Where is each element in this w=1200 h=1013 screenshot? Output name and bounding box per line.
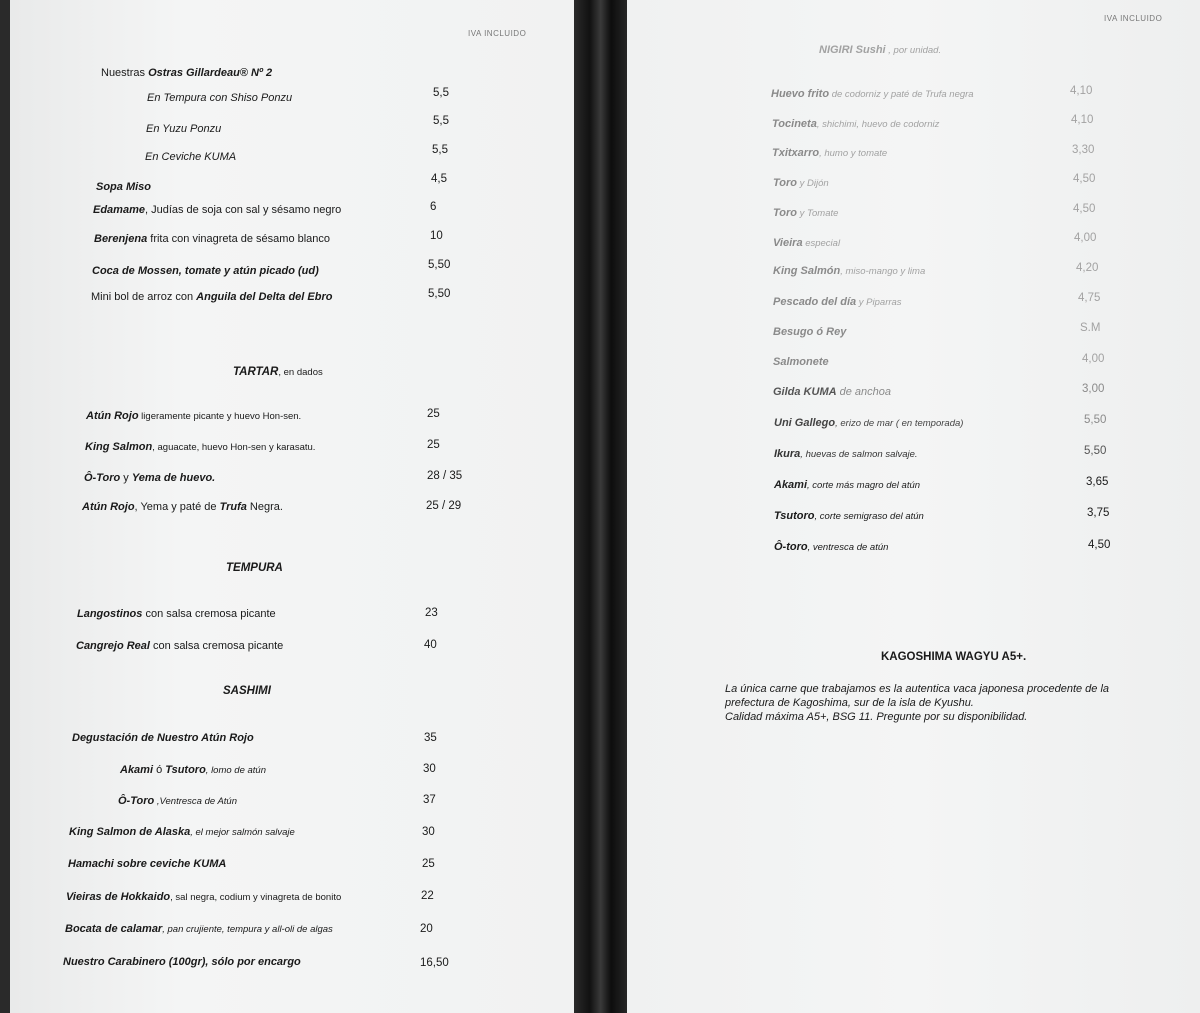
menu-spine <box>574 0 627 1013</box>
starter-line <box>91 290 332 304</box>
sashimi-item-mid: ó <box>153 764 166 776</box>
tartar-item-name: King Salmon <box>85 441 153 453</box>
tempura-item-price: 23 <box>425 607 438 619</box>
sashimi-item-price: 35 <box>424 732 437 744</box>
nigiri-item-price: 4,00 <box>1074 232 1097 244</box>
nigiri-item-price: 4,20 <box>1076 262 1099 274</box>
tartar-item-name: Atún Rojo <box>82 501 135 513</box>
nigiri-item-name: Tocineta <box>772 118 817 130</box>
wagyu-line: prefectura de Kagoshima, sur de la isla de Kyushu. <box>725 697 974 709</box>
nigiri-item-price: 3,75 <box>1087 507 1110 519</box>
nigiri-item <box>771 87 974 102</box>
nigiri-item <box>773 206 838 221</box>
tartar-item-price: 25 / 29 <box>426 500 462 512</box>
sashimi-item-name: Vieiras de Hokkaido <box>66 891 171 903</box>
tartar-item-desc: , aguacate, huevo Hon-sen y karasatu. <box>152 442 316 453</box>
nigiri-item-desc: de codorniz y paté de Trufa negra <box>829 89 974 100</box>
tartar-item <box>84 471 215 485</box>
sashimi-item <box>69 825 295 840</box>
nigiri-item-desc: especial <box>802 238 841 249</box>
sashimi-item-name: Akami <box>120 764 154 776</box>
nigiri-item-price: 4,00 <box>1082 353 1105 365</box>
nigiri-item-price: 4,50 <box>1073 173 1096 185</box>
nigiri-item-desc: y Piparras <box>856 297 902 308</box>
tartar-item <box>82 500 283 514</box>
menu-page-left <box>10 0 574 1013</box>
nigiri-item <box>774 509 924 524</box>
ostras-item-name: En Tempura con Shiso Ponzu <box>147 92 293 104</box>
sashimi-item-desc: , pan crujiente, tempura y all-oli de algas <box>162 924 333 935</box>
sashimi-item <box>120 763 266 778</box>
nigiri-item-price: 4,10 <box>1070 85 1093 97</box>
tartar-item <box>85 440 315 455</box>
starter-prefix: Mini bol de arroz con <box>91 291 197 303</box>
nigiri-item-price: 5,50 <box>1084 414 1107 426</box>
nigiri-item-price: 4,10 <box>1071 114 1094 126</box>
sashimi-item-name: Degustación de Nuestro Atún Rojo <box>72 732 254 744</box>
nigiri-item-desc: , huevas de salmon salvaje. <box>800 449 918 460</box>
sashimi-item-desc: , sal negra, codium y vinagreta de bonito <box>170 892 342 903</box>
nigiri-item-name: Toro <box>773 177 798 189</box>
nigiri-item <box>772 117 939 132</box>
sashimi-item-name: Ô-Toro <box>118 795 155 807</box>
nigiri-item <box>773 355 829 369</box>
nigiri-item-name: Pescado del día <box>773 296 857 308</box>
sashimi-item-name: Hamachi sobre ceviche KUMA <box>68 858 227 870</box>
nigiri-item-price: 5,50 <box>1084 445 1107 457</box>
starter-line <box>94 232 330 246</box>
starter-name: Anguila del Delta del Ebro <box>196 291 333 303</box>
nigiri-item-name: Salmonete <box>773 356 829 368</box>
nigiri-item-desc: , humo y tomate <box>819 148 888 159</box>
nigiri-item-price: 4,50 <box>1073 203 1096 215</box>
tempura-item <box>76 639 283 653</box>
nigiri-item-desc: y Dijón <box>797 178 829 189</box>
tartar-item-price: 25 <box>427 408 440 420</box>
nigiri-item-desc: , corte semigraso del atún <box>814 511 924 522</box>
nigiri-item-name: Besugo ó Rey <box>773 326 847 338</box>
ostras-heading <box>101 66 272 80</box>
section-title-sashimi: SASHIMI <box>223 685 271 697</box>
ostras-item-name: En Yuzu Ponzu <box>146 123 222 135</box>
nigiri-item-price: S.M <box>1080 322 1101 334</box>
nigiri-item-name: Gilda KUMA <box>773 386 837 398</box>
section-title-wagyu: KAGOSHIMA WAGYU A5+. <box>881 651 1027 663</box>
menu-page-right <box>627 0 1200 1013</box>
starter-price: 5,50 <box>428 288 451 300</box>
nigiri-item-desc: , miso-mango y lima <box>840 266 926 277</box>
section-title-nigiri <box>819 43 941 58</box>
ostras-item-name: En Ceviche KUMA <box>145 151 237 163</box>
nigiri-item-name: Akami <box>774 479 808 491</box>
nigiri-item-name: Ô-toro <box>774 541 808 553</box>
ostras-item-price: 5,5 <box>433 87 449 99</box>
sashimi-item-price: 16,50 <box>420 957 449 969</box>
tartar-item-name: Trufa <box>219 501 247 513</box>
nigiri-item <box>773 385 891 399</box>
nigiri-item-name: Huevo frito <box>771 88 830 100</box>
nigiri-item <box>773 236 840 251</box>
tartar-item-desc: ligeramente picante y huevo Hon-sen. <box>138 411 302 422</box>
starter-price: 10 <box>430 230 443 242</box>
wagyu-line: Calidad máxima A5+, BSG 11. Pregunte por su disponibilidad. <box>725 711 1028 723</box>
sashimi-item-name: Tsutoro <box>165 764 206 776</box>
nigiri-item <box>773 176 829 191</box>
starter-desc: , Judías de soja con sal y sésamo negro <box>144 204 342 216</box>
section-title-tempura: TEMPURA <box>226 562 283 574</box>
tempura-item-desc: con salsa cremosa picante <box>142 608 276 620</box>
starter-name: Berenjena <box>94 233 148 245</box>
sashimi-item-price: 25 <box>422 858 435 870</box>
tartar-item <box>86 409 301 424</box>
sashimi-item-name: Bocata de calamar <box>65 923 163 935</box>
starter-name: Edamame <box>93 204 145 216</box>
nigiri-subtitle: , por unidad. <box>885 45 942 56</box>
nigiri-item <box>774 540 888 555</box>
tartar-item-name: Yema de huevo. <box>131 472 216 484</box>
sashimi-item-desc: ,Ventresca de Atún <box>154 796 237 807</box>
ostras-prefix: Nuestras <box>101 67 149 79</box>
nigiri-item-price: 4,50 <box>1088 539 1111 551</box>
ostras-item-price: 5,5 <box>432 144 448 156</box>
table-edge <box>0 0 10 1013</box>
nigiri-item-name: Uni Gallego <box>774 417 836 429</box>
ostras-name: Ostras Gillardeau® Nº 2 <box>148 67 273 79</box>
tempura-item-desc: con salsa cremosa picante <box>149 640 284 652</box>
nigiri-item-name: Ikura <box>774 448 801 460</box>
tartar-item-price: 28 / 35 <box>427 470 463 482</box>
starter-price: 6 <box>430 201 437 213</box>
sashimi-item-price: 20 <box>420 923 433 935</box>
sashimi-item-price: 22 <box>421 890 434 902</box>
nigiri-item-desc: , erizo de mar ( en temporada) <box>835 418 964 429</box>
sashimi-item-price: 30 <box>423 763 436 775</box>
tempura-item-name: Cangrejo Real <box>76 640 150 652</box>
nigiri-item-desc: , ventresca de atún <box>807 542 889 553</box>
nigiri-item <box>774 478 920 493</box>
nigiri-item-desc: , corte más magro del atún <box>807 480 921 491</box>
sashimi-item <box>65 922 333 937</box>
nigiri-item-price: 4,75 <box>1078 292 1101 304</box>
section-title-tartar <box>233 365 323 380</box>
nigiri-item-desc: de anchoa <box>836 386 891 398</box>
wagyu-line: La única carne que trabajamos es la autentica vaca japonesa procedente de la <box>725 683 1110 695</box>
nigiri-item-name: Toro <box>773 207 798 219</box>
tartar-item-price: 25 <box>427 439 440 451</box>
nigiri-item-name: Txitxarro <box>772 147 820 159</box>
tartar-item-name: Atún Rojo <box>86 410 139 422</box>
nigiri-item <box>772 146 887 161</box>
tartar-item-mid: , Yema y paté de <box>134 501 220 513</box>
starter-line <box>93 203 341 217</box>
tempura-item-name: Langostinos <box>77 608 143 620</box>
tartar-item-mid: y <box>120 472 132 484</box>
sashimi-item-name: King Salmon de Alaska <box>69 826 191 838</box>
nigiri-item-desc: , shichimi, huevo de codorniz <box>816 119 940 130</box>
nigiri-item-name: Vieira <box>773 237 803 249</box>
tempura-item-price: 40 <box>424 639 437 651</box>
iva-note: IVA INCLUIDO <box>1104 14 1163 23</box>
sashimi-item-price: 37 <box>423 794 436 806</box>
sashimi-item <box>66 890 341 905</box>
starter-name: Sopa Miso <box>96 181 152 193</box>
starter-price: 5,50 <box>428 259 451 271</box>
nigiri-title: NIGIRI Sushi <box>819 44 886 56</box>
nigiri-item <box>774 447 918 462</box>
nigiri-item <box>773 264 925 279</box>
nigiri-item-name: King Salmón <box>773 265 841 277</box>
ostras-item-price: 5,5 <box>433 115 449 127</box>
wagyu-description <box>725 682 1195 724</box>
nigiri-item <box>773 295 902 310</box>
nigiri-item-desc: y Tomate <box>797 208 839 219</box>
tartar-item-tail: Negra. <box>246 501 283 513</box>
nigiri-item-price: 3,30 <box>1072 144 1095 156</box>
tartar-title: TARTAR <box>233 366 279 378</box>
sashimi-item-desc: , el mejor salmón salvaje <box>190 827 295 838</box>
starter-price: 4,5 <box>431 173 447 185</box>
starter-name: Coca de Mossen, tomate y atún picado (ud) <box>92 265 319 277</box>
nigiri-item-name: Tsutoro <box>774 510 815 522</box>
nigiri-item <box>774 416 963 431</box>
sashimi-item-price: 30 <box>422 826 435 838</box>
sashimi-item <box>118 794 237 809</box>
sashimi-item-desc: , lomo de atún <box>205 765 267 776</box>
sashimi-item-name: Nuestro Carabinero (100gr), sólo por encargo <box>63 956 301 968</box>
nigiri-item-price: 3,65 <box>1086 476 1109 488</box>
nigiri-item <box>773 325 846 339</box>
tempura-item <box>77 607 276 621</box>
starter-desc: frita con vinagreta de sésamo blanco <box>147 233 331 245</box>
nigiri-item-price: 3,00 <box>1082 383 1105 395</box>
tartar-subtitle: , en dados <box>278 367 323 378</box>
iva-note: IVA INCLUIDO <box>468 29 527 38</box>
tartar-item-name: Ô-Toro <box>84 472 121 484</box>
